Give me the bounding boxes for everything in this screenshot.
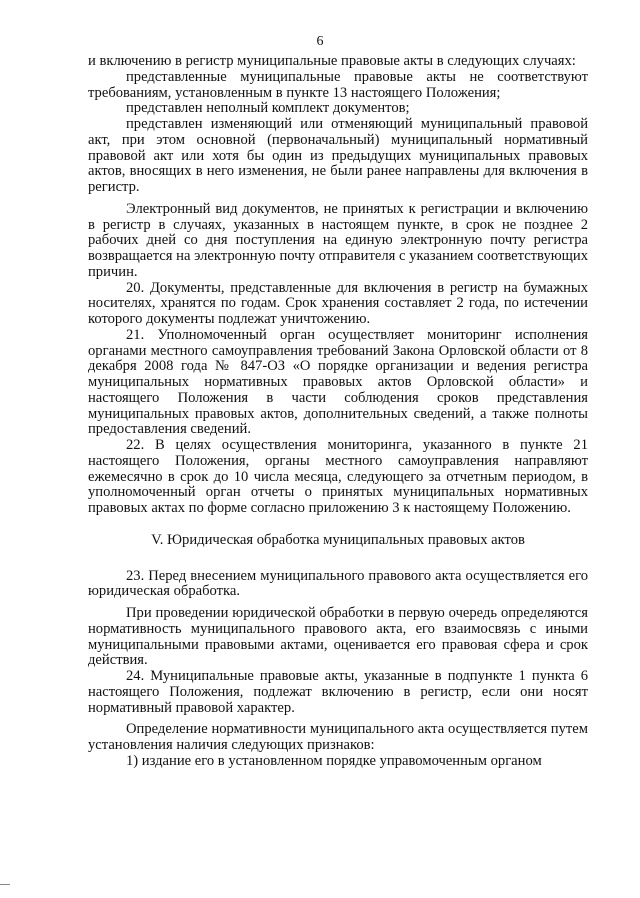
- paragraph-item-20: 20. Документы, представленные для включения в регистр на бумажных носителях, хранятся по годам. Срок хранения составляет 2 года, по истечении которого документы подлежат уничтожению.: [88, 279, 588, 327]
- paragraph-item-24: 24. Муниципальные правовые акты, указанные в подпункте 1 пункта 6 настоящего Положения, подлежат включению в регистр, если они носят нормативный правовой характер.: [88, 668, 588, 716]
- document-body: [88, 54, 588, 770]
- paragraph-reason-amending-act: представлен изменяющий или отменяющий муниципальный правовой акт, при этом основной (первоначальный) муниципальный нормативный правовой акт или хотя бы один из предыдущих муниципальных правовых актов, вносящих в него изменения, не были ранее направлены для включения в регистр.: [88, 116, 588, 195]
- paragraph-item-23: 23. Перед внесением муниципального правового акта осуществляется его юридическая обработка.: [88, 567, 588, 600]
- section-heading: V. Юридическая обработка муниципальных правовых актов: [151, 531, 525, 548]
- paragraph-reason-incomplete: представлен неполный комплект документов;: [126, 100, 410, 117]
- scan-edge-mark: [0, 884, 10, 885]
- paragraph-sign-1: 1) издание его в установленном порядке управомоченным органом: [126, 752, 542, 769]
- paragraph-electronic-return: Электронный вид документов, не принятых к регистрации и включению в регистр в случаях, указанных в настоящем пункте, в срок не позднее 2 рабочих дней со дня поступления на единую электронную почту регистра возвращается на электронную почту отправителя с указанием соответствующих причин.: [88, 200, 588, 280]
- paragraph-item-21: 21. Уполномоченный орган осуществляет мониторинг исполнения органами местного самоуправления требований Закона Орловской области от 8 декабря 2008 года № 847-ОЗ «О порядке организации и ведения регистра муниципальных нормативных правовых актов Орловской области» и настоящего Положения в части соблюдения сроков представления муниципальных правовых актов, дополнительных сведений, а также полноты предоставления сведений.: [88, 326, 588, 438]
- paragraph-reason-nonconformity: представленные муниципальные правовые акты не соответствуют требованиям, установленным в пункте 13 настоящего Положения;: [88, 68, 588, 101]
- paragraph-normativity: Определение нормативности муниципального акта осуществляется путем установления наличия следующих признаков:: [88, 721, 588, 753]
- paragraph-legal-processing: При проведении юридической обработки в первую очередь определяются нормативность муниципального правового акта, его взаимосвязь с иными муниципальными правовыми актами, оценивается его правовая сфера и срок действия.: [88, 605, 588, 669]
- paragraph-item-22: 22. В целях осуществления мониторинга, указанного в пункте 21 настоящего Положения, органы местного самоуправления направляют ежемесячно в срок до 10 числа месяца, следующего за отчетным периодом, в уполномоченный орган отчеты о принятых муниципальных нормативных правовых актах по форме согласно приложению 3 к настоящему Положению.: [88, 437, 588, 516]
- page-number: 6: [316, 34, 324, 49]
- paragraph-continuation: и включению в регистр муниципальные правовые акты в следующих случаях:: [88, 53, 576, 69]
